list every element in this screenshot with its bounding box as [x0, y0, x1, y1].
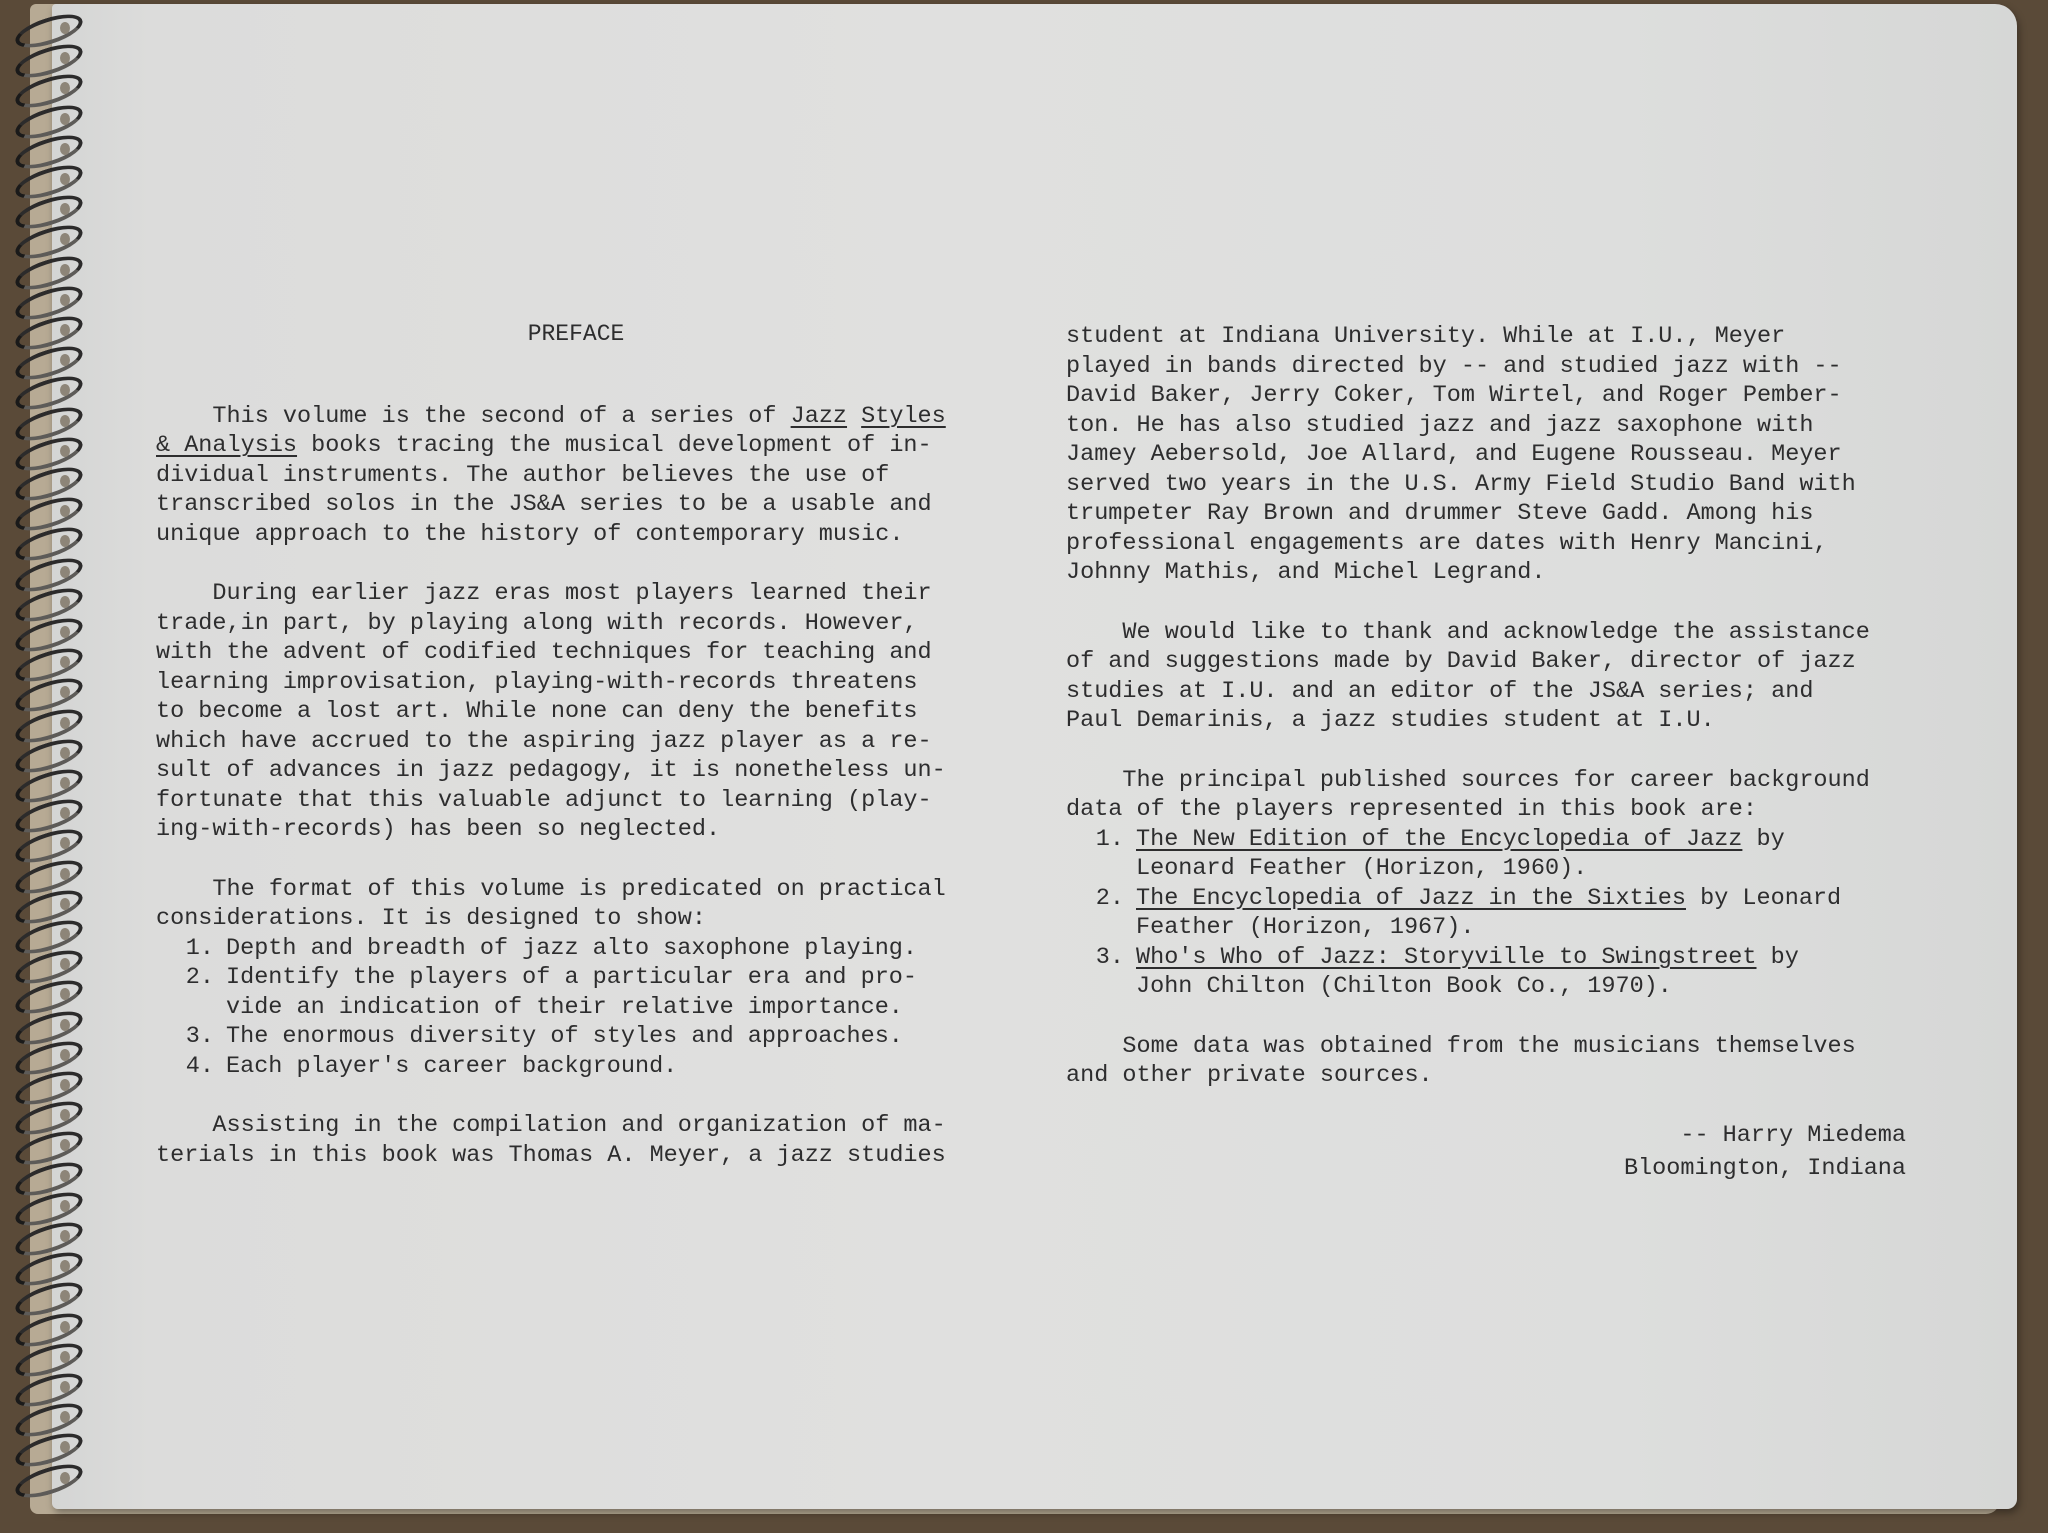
binding-hole [60, 1321, 70, 1333]
source-item [1066, 825, 1906, 884]
binding-hole [60, 173, 70, 185]
paragraph-acknowledgements: We would like to thank and acknowledge the assistance of and suggestions made by David Baker, director of jazz studies at I.U. and an editor of the JS&A series; and Paul Demarinis, a jazz studies student at I.U. [1066, 618, 1870, 734]
format-list [156, 934, 1006, 1082]
source-author-publisher: by Leonard Feather (Horizon, 1967). [1136, 884, 1842, 941]
paragraph-text [847, 403, 861, 430]
binding-hole [60, 1351, 70, 1363]
binding-hole [60, 264, 70, 276]
source-item-text [1136, 943, 1799, 1002]
binding-hole [60, 445, 70, 457]
series-title-text: & Analysis [156, 432, 298, 459]
binding-hole [60, 596, 70, 608]
binding-hole [60, 1200, 70, 1212]
page-title: PREFACE [527, 321, 625, 347]
binding-hole [60, 717, 70, 729]
source-item [1066, 884, 1906, 943]
list-item [156, 934, 1006, 964]
binding-hole [60, 777, 70, 789]
source-book-title: The Encyclopedia of Jazz in the Sixties [1136, 884, 1686, 912]
right-column [1066, 322, 1906, 1184]
binding-hole [60, 1079, 70, 1091]
binding-hole [60, 1049, 70, 1061]
binding-hole [60, 294, 70, 306]
list-item [156, 963, 1006, 1022]
binding-hole [60, 22, 70, 34]
binding-hole [60, 475, 70, 487]
list-item-number: 3. [185, 1023, 214, 1050]
source-author-publisher: by Leonard Feather (Horizon, 1960). [1136, 825, 1785, 882]
list-item-text: Each player's career background. [226, 1052, 678, 1080]
paragraph-series-intro [156, 402, 1006, 550]
paragraph-text: books tracing the musical development of in- dividual instruments. The author believes the use of transcribed solos in the JS&A series to be a usable and unique approach to the history of contemporary music. [156, 432, 932, 548]
list-item-number: 1. [185, 934, 214, 962]
source-item-text [1136, 884, 1841, 943]
binding-hole [60, 566, 70, 578]
sources-list [1066, 825, 1906, 1002]
series-title-text: Styles [861, 402, 946, 430]
binding-hole [60, 324, 70, 336]
source-item-number: 2. [1095, 884, 1124, 912]
paragraph-meyer-bio: student at Indiana University. While at I.U., Meyer played in bands directed by -- and studied jazz with -- David Baker, Jerry Coker, Tom Wirtel, and Roger Pember- ton. He has also studied jazz and jazz saxophone with Jamey Aebersold, Joe Allard, and Eugene Rousseau. Meyer served two years in the U.S. Army Field Studio Band with trumpeter Ray Brown and drummer Steve Gadd. Among his professional engagements are dates with Henry Mancini, Johnny Mathis, and Michel Legrand. [1066, 323, 1856, 586]
source-book-title: The New Edition of the Encyclopedia of Jazz [1136, 825, 1743, 853]
list-item-number: 4. [185, 1052, 214, 1080]
binding-hole [60, 415, 70, 427]
binding-hole [60, 1230, 70, 1242]
binding-hole [60, 626, 70, 638]
source-item [1066, 943, 1906, 1002]
list-item-text: The enormous diversity of styles and approaches. [226, 1023, 903, 1050]
binding-hole [60, 928, 70, 940]
source-item-text [1136, 825, 1785, 884]
source-book-title: Who's Who of Jazz: Storyville to Swingstreet [1136, 943, 1757, 971]
list-item-text: Identify the players of a particular era and pro- vide an indication of their relative importance. [226, 964, 918, 1021]
list-item-number: 2. [185, 964, 214, 991]
binding-hole [60, 113, 70, 125]
binding-hole [60, 1381, 70, 1393]
list-item-text: Depth and breadth of jazz alto saxophone playing. [226, 934, 918, 962]
series-title-text: Jazz [790, 402, 848, 430]
paragraph-other-sources: Some data was obtained from the musicians themselves and other private sources. [1066, 1032, 1856, 1089]
paragraph-text: This volume is the second of a series of [156, 402, 791, 430]
left-column [156, 320, 1006, 1200]
paragraph-format-intro: The format of this volume is predicated on practical considerations. It is designed to show: [156, 875, 946, 932]
source-item-number: 3. [1095, 943, 1124, 971]
signature-name: -- Harry Miedema [1680, 1121, 1906, 1149]
binding-hole [60, 1019, 70, 1031]
binding-hole [60, 1472, 70, 1484]
binding-hole [60, 1170, 70, 1182]
spiral-binding [0, 10, 90, 1500]
binding-hole [60, 747, 70, 759]
paragraph-earlier-eras: During earlier jazz eras most players learned their trade,in part, by playing along with records. However, with the advent of codified techniques for teaching and learning improvisation, playing-with-records threatens to become a lost art. While none can deny the benefits which have accrued to the aspiring jazz player as a re- sult of advances in jazz pedagogy, it is nonetheless un- fortunate that this valuable adjunct to learning (play- ing-with-records) has been so neglected. [156, 580, 946, 843]
source-author-publisher: by John Chilton (Chilton Book Co., 1970). [1136, 943, 1799, 1000]
paragraph-assisting: Assisting in the compilation and organization of ma- terials in this book was Thomas A. Meyer, a jazz studies [156, 1112, 946, 1169]
list-item [156, 1022, 1006, 1052]
binding-hole [60, 868, 70, 880]
source-item-number: 1. [1095, 825, 1124, 853]
binding-hole [60, 143, 70, 155]
paragraph-sources-intro: The principal published sources for career background data of the players represented in this book are: [1066, 766, 1870, 823]
binding-hole [60, 898, 70, 910]
list-item [156, 1052, 1006, 1082]
signature-place: Bloomington, Indiana [1623, 1155, 1906, 1182]
